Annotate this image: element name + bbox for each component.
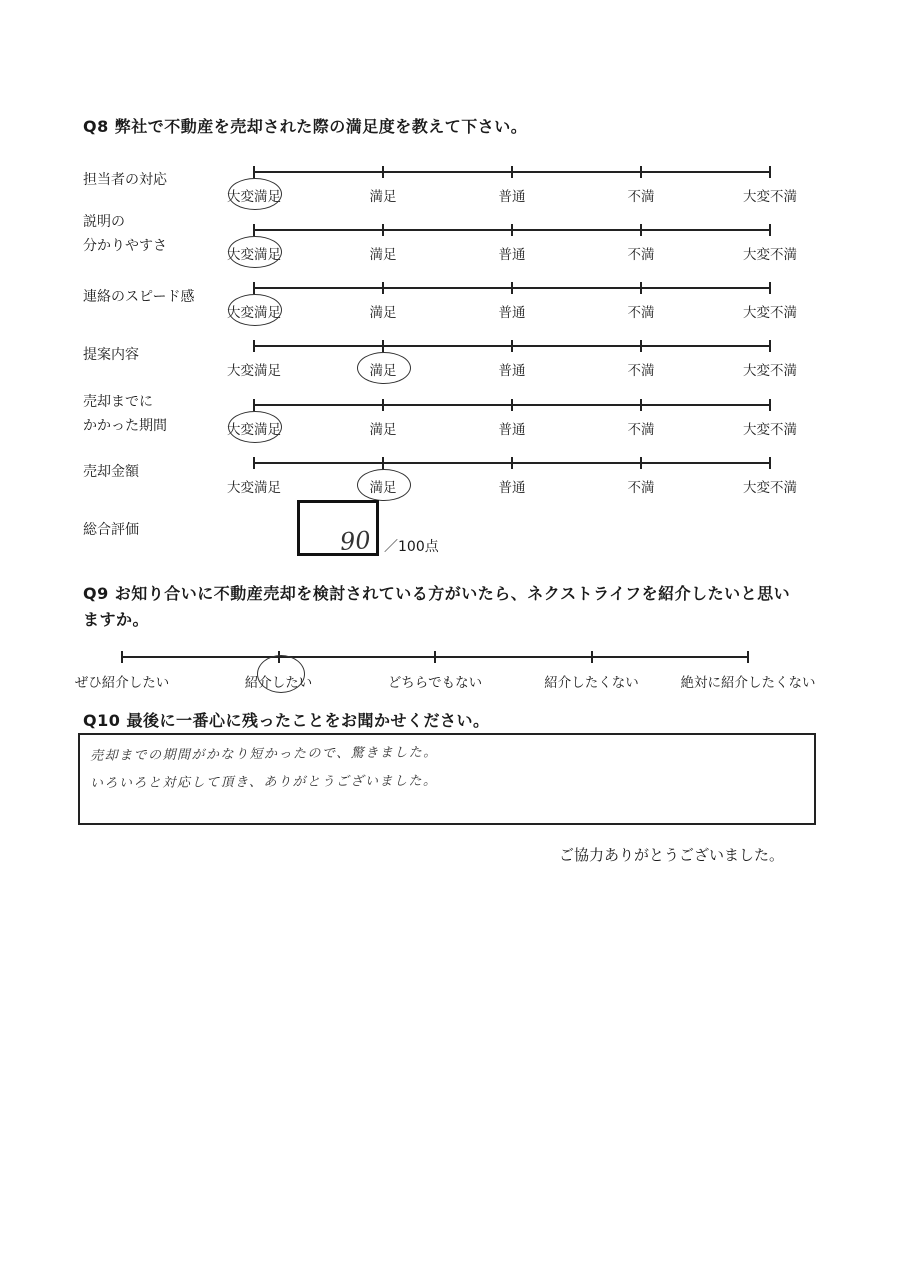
q9-option[interactable]: 絶対に紹介したくない — [680, 675, 816, 691]
rating-scale — [254, 166, 770, 178]
rating-scale — [254, 457, 770, 469]
rating-option[interactable]: 不満 — [627, 305, 655, 321]
scale-tick[interactable] — [253, 457, 255, 469]
scale-tick[interactable] — [511, 457, 513, 469]
rating-option[interactable]: 満足 — [369, 305, 397, 321]
scale-tick[interactable] — [511, 282, 513, 294]
rating-row-label: 分かりやすさ — [83, 238, 167, 254]
rating-option[interactable]: 満足 — [369, 422, 397, 438]
rating-row-label: かかった期間 — [83, 418, 167, 434]
rating-option[interactable]: 普通 — [498, 422, 526, 438]
rating-option[interactable]: 普通 — [498, 363, 526, 379]
scale-tick[interactable] — [769, 457, 771, 469]
scale-tick[interactable] — [253, 399, 255, 411]
rating-option[interactable]: 大変不満 — [743, 247, 797, 263]
scale-tick[interactable] — [640, 282, 642, 294]
selected-circle-mark — [257, 655, 305, 693]
rating-option[interactable]: 不満 — [627, 480, 655, 496]
scale-tick[interactable] — [511, 166, 513, 178]
scale-tick[interactable] — [253, 282, 255, 294]
rating-option[interactable]: 普通 — [498, 189, 526, 205]
scale-tick[interactable] — [382, 282, 384, 294]
scale-tick[interactable] — [640, 224, 642, 236]
rating-option[interactable]: 不満 — [627, 247, 655, 263]
rating-option[interactable]: 普通 — [498, 247, 526, 263]
q9-option[interactable]: 紹介したくない — [544, 675, 639, 691]
q10-title: Q10 最後に一番心に残ったことをお聞かせください。 — [83, 711, 490, 730]
rating-option[interactable]: 大変満足 — [227, 363, 281, 379]
rating-row-label: 売却までに — [83, 394, 153, 410]
q9-option[interactable]: どちらでもない — [387, 675, 483, 691]
scale-tick[interactable] — [640, 399, 642, 411]
rating-option[interactable]: 大変不満 — [743, 363, 797, 379]
comment-line-2: いろいろと対応して頂き、ありがとうございました。 — [89, 773, 438, 792]
rating-scale — [254, 282, 770, 294]
thanks-message: ご協力ありがとうございました。 — [559, 846, 785, 864]
rating-row-label: 提案内容 — [83, 347, 139, 363]
rating-row-label: 売却金額 — [83, 464, 139, 480]
scale-tick[interactable] — [121, 651, 123, 663]
rating-scale — [254, 224, 770, 236]
selected-circle-mark — [228, 236, 282, 268]
rating-option[interactable]: 大変満足 — [227, 247, 281, 263]
rating-scale — [254, 399, 770, 411]
scale-tick[interactable] — [591, 651, 593, 663]
scale-tick[interactable] — [382, 340, 384, 352]
scale-tick[interactable] — [511, 340, 513, 352]
scale-tick[interactable] — [769, 399, 771, 411]
q9-title-line1: Q9 お知り合いに不動産売却を検討されている方がいたら、ネクストライフを紹介したいと思い — [83, 584, 791, 603]
scale-tick[interactable] — [382, 399, 384, 411]
scale-tick[interactable] — [382, 457, 384, 469]
rating-option[interactable]: 大変満足 — [227, 189, 281, 205]
scale-tick[interactable] — [511, 399, 513, 411]
scale-tick[interactable] — [769, 224, 771, 236]
rating-option[interactable]: 不満 — [627, 363, 655, 379]
scale-tick[interactable] — [640, 340, 642, 352]
scale-tick[interactable] — [769, 340, 771, 352]
selected-circle-mark — [357, 352, 411, 384]
rating-option[interactable]: 不満 — [627, 422, 655, 438]
rating-option[interactable]: 大変不満 — [743, 422, 797, 438]
overall-label: 総合評価 — [83, 522, 139, 538]
rating-option[interactable]: 満足 — [369, 480, 397, 496]
scale-tick[interactable] — [640, 166, 642, 178]
selected-circle-mark — [228, 411, 282, 443]
rating-option[interactable]: 大変不満 — [743, 305, 797, 321]
rating-row-label: 連絡のスピード感 — [83, 289, 195, 305]
rating-row-label: 説明の — [83, 214, 125, 230]
selected-circle-mark — [357, 469, 411, 501]
rating-option[interactable]: 普通 — [498, 305, 526, 321]
scale-tick[interactable] — [747, 651, 749, 663]
scale-tick[interactable] — [640, 457, 642, 469]
rating-option[interactable]: 不満 — [627, 189, 655, 205]
rating-row-label: 担当者の対応 — [83, 172, 167, 188]
scale-tick[interactable] — [511, 224, 513, 236]
rating-scale — [254, 340, 770, 352]
comment-box[interactable] — [78, 733, 816, 825]
rating-option[interactable]: 満足 — [369, 189, 397, 205]
overall-score-value: 90 — [339, 525, 372, 557]
scale-tick[interactable] — [382, 166, 384, 178]
q9-option[interactable]: ぜひ紹介したい — [74, 675, 170, 691]
rating-option[interactable]: 満足 — [369, 247, 397, 263]
scale-tick[interactable] — [769, 282, 771, 294]
q9-option[interactable]: 紹介したい — [244, 675, 313, 691]
q9-title-line2: ますか。 — [83, 610, 150, 629]
scale-tick[interactable] — [253, 166, 255, 178]
rating-option[interactable]: 大変不満 — [743, 480, 797, 496]
rating-option[interactable]: 大変満足 — [227, 480, 281, 496]
scale-tick[interactable] — [253, 340, 255, 352]
q8-title: Q8 弊社で不動産を売却された際の満足度を教えて下さい。 — [83, 117, 528, 136]
rating-option[interactable]: 大変不満 — [743, 189, 797, 205]
scale-tick[interactable] — [769, 166, 771, 178]
selected-circle-mark — [228, 178, 282, 210]
q9-rating-scale — [122, 651, 748, 663]
rating-option[interactable]: 満足 — [369, 363, 397, 379]
selected-circle-mark — [228, 294, 282, 326]
overall-score-unit: ／100点 — [384, 539, 439, 555]
rating-option[interactable]: 普通 — [498, 480, 526, 496]
rating-option[interactable]: 大変満足 — [227, 305, 281, 321]
scale-tick[interactable] — [434, 651, 436, 663]
scale-tick[interactable] — [253, 224, 255, 236]
rating-option[interactable]: 大変満足 — [227, 422, 281, 438]
scale-tick[interactable] — [382, 224, 384, 236]
comment-line-1: 売却までの期間がかなり短かったので、驚きました。 — [89, 745, 438, 764]
